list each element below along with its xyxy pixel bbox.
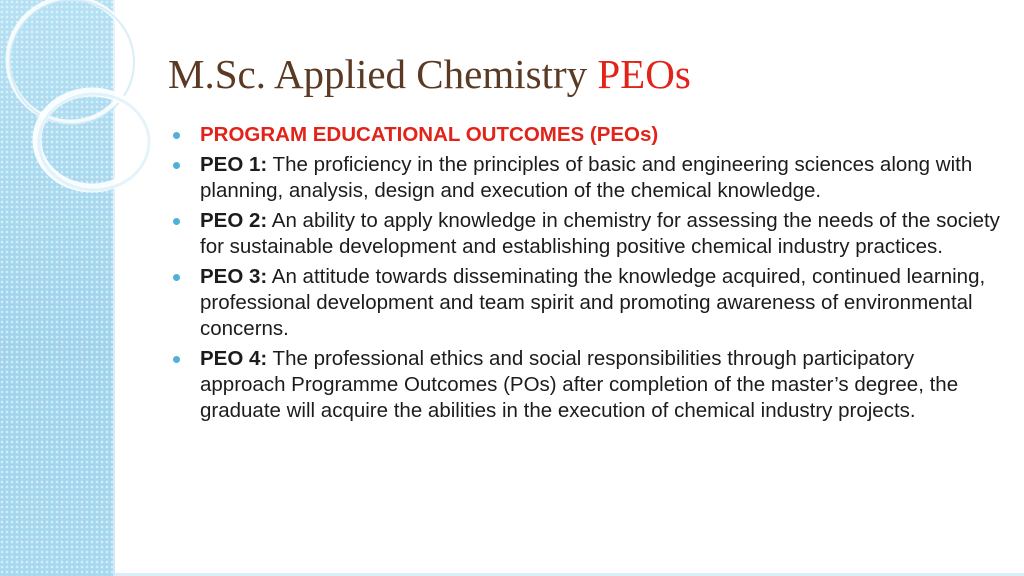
- peo-2-label: PEO 2:: [200, 209, 268, 232]
- bullet-dot-icon: [173, 132, 180, 139]
- bullet-peo-4: [172, 346, 1002, 424]
- bullet-peo-2: [172, 208, 1002, 260]
- peo-2-text: An ability to apply knowledge in chemistry for assessing the needs of the society for sustainable development and establishing positive chemical industry practices.: [200, 209, 1000, 258]
- peo-1-text: The proficiency in the principles of basic and engineering sciences along with planning, analysis, design and execution of the chemical knowledge.: [200, 153, 973, 202]
- peo-bullet-list: [172, 122, 1002, 428]
- bullet-dot-icon: [173, 162, 180, 169]
- bullet-dot-icon: [173, 218, 180, 225]
- slide-title: [168, 50, 691, 98]
- peo-4-text: The professional ethics and social responsibilities through participatory approach Programme Outcomes (POs) after completion of the master’s degree, the graduate will acquire the abilities in the execution of chemical industry projects.: [200, 347, 959, 422]
- bullet-dot-icon: [173, 274, 180, 281]
- peo-4-label: PEO 4:: [200, 347, 268, 370]
- peo-3-text: An attitude towards disseminating the knowledge acquired, continued learning, professional development and team spirit and promoting awareness of environmental concerns.: [200, 265, 986, 340]
- bullet-peo-3: [172, 264, 1002, 342]
- bullet-heading: [172, 122, 1002, 148]
- bullet-dot-icon: [173, 356, 180, 363]
- bullet-peo-1: [172, 152, 1002, 204]
- title-accent: PEOs: [597, 51, 691, 97]
- peo-3-label: PEO 3:: [200, 265, 268, 288]
- bullet-heading-text: PROGRAM EDUCATIONAL OUTCOMES (PEOs): [200, 123, 659, 146]
- ring-decoration-icon: [0, 0, 180, 200]
- peo-1-label: PEO 1:: [200, 153, 268, 176]
- title-main: M.Sc. Applied Chemistry: [168, 51, 598, 97]
